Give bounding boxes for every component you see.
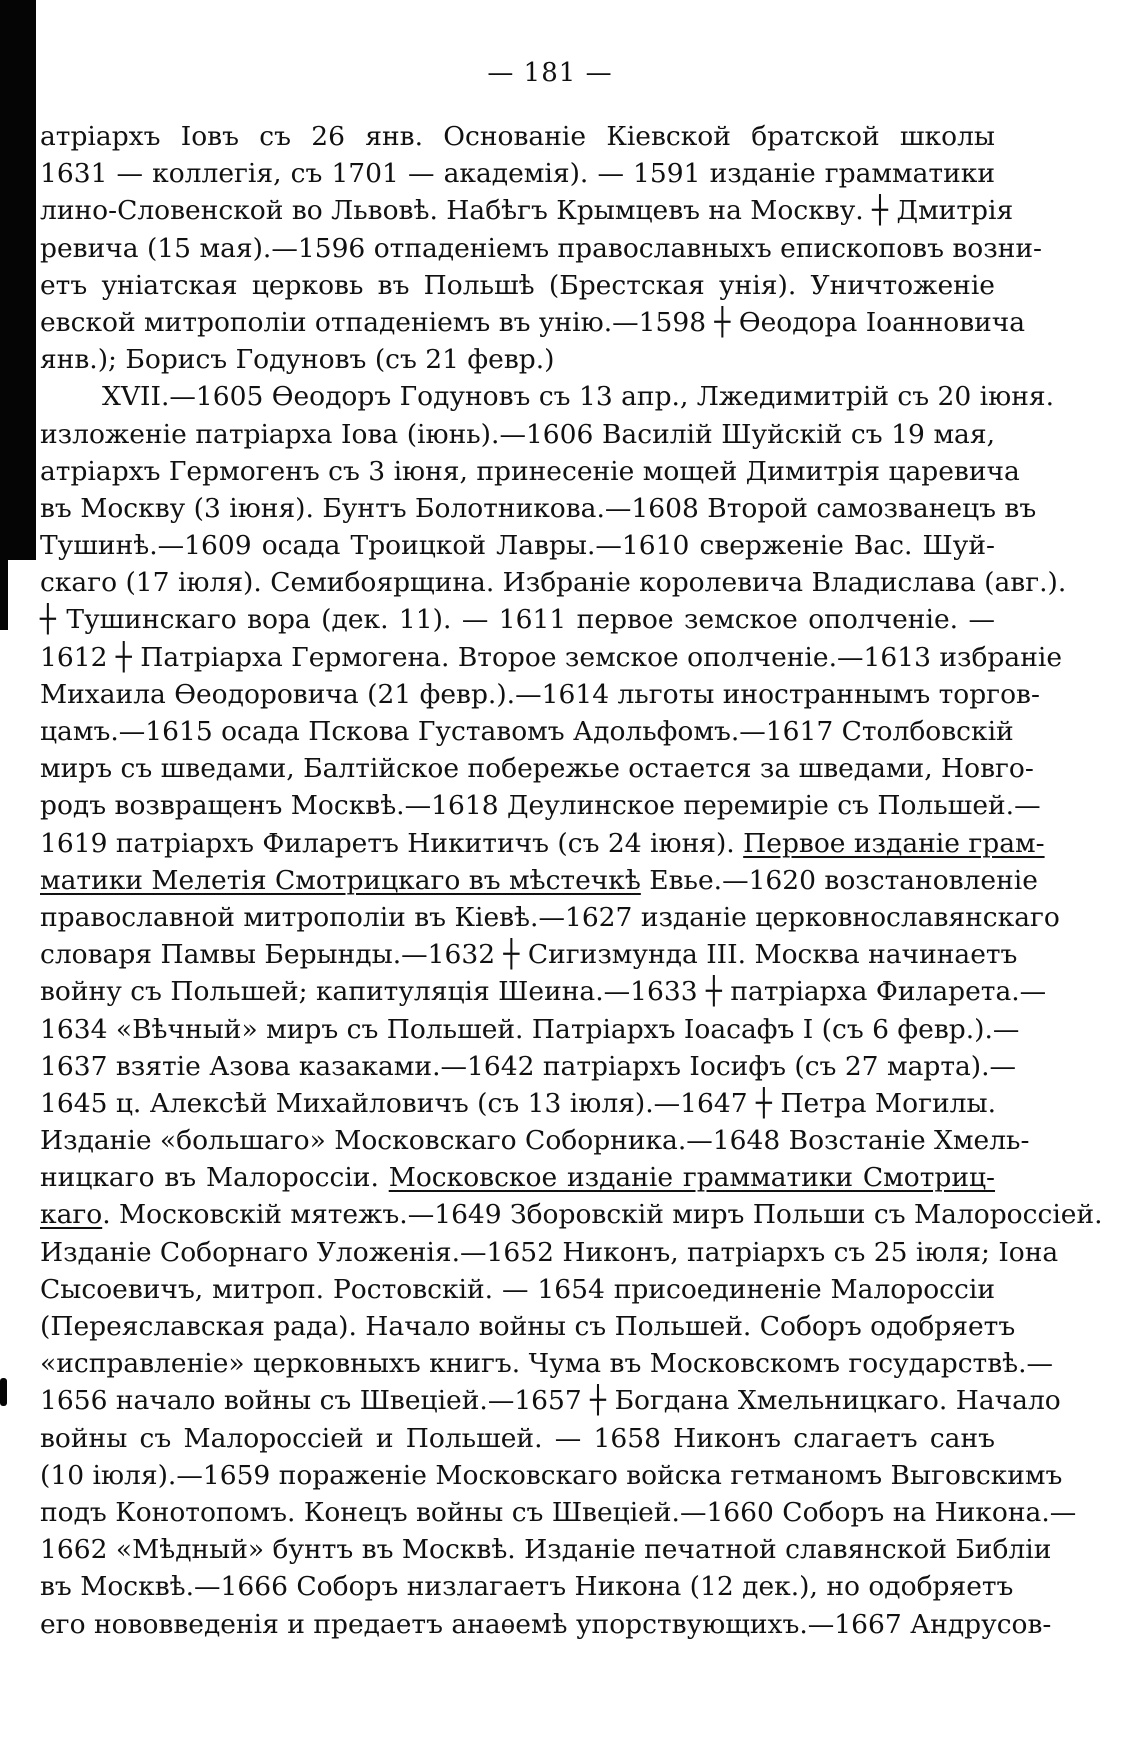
text-line-39: 1662 «Мѣдный» бунтъ въ Москвѣ. Изданіе печатной славянской Библіи <box>40 1534 1052 1566</box>
text-line-14: ┼ Тушинскаго вора (дек. 11). — 1611 первое земское ополченіе. — <box>40 604 995 636</box>
text-line-29: ницкаго въ Малороссіи. Московское изданіе грамматики Смотриц- <box>40 1162 996 1194</box>
text-line-2: 1631 — коллегія, съ 1701 — академія). — 1591 изданіе грамматики <box>40 158 995 190</box>
text-line-17: цамъ.—1615 осада Пскова Густавомъ Адольфомъ.—1617 Столбовскій <box>40 716 1014 747</box>
text-line-18: миръ съ шведами, Балтійское побережье остается за шведами, Новго- <box>40 753 1034 785</box>
underlined-passage: Московское изданіе грамматики Смотриц- <box>388 1162 996 1194</box>
text-line-34: «исправленіе» церковныхъ книгъ. Чума въ Московскомъ государствѣ.— <box>40 1348 1054 1380</box>
text-line-37: (10 іюля).—1659 пораженіе Московскаго войска гетманомъ Выговскимъ <box>40 1459 1063 1491</box>
text-line-23: словаря Памвы Берынды.—1632 ┼ Сигизмунда III. Москва начинаетъ <box>40 939 1018 971</box>
text-line-32: Сысоевичъ, митроп. Ростовскій. — 1654 присоединеніе Малороссіи <box>40 1273 995 1305</box>
text-line-33: (Переяславская рада). Начало войны съ Польшей. Соборъ одобряетъ <box>40 1311 1016 1342</box>
binding-shadow-tail <box>0 560 8 630</box>
text-line-6: евской митрополіи отпаденіемъ въ унію.—1598 ┼ Ѳеодора Іоанновича <box>40 306 1026 338</box>
text-line-38: подъ Конотопомъ. Конецъ войны съ Швеціей.—1660 Соборъ на Никона.— <box>40 1496 1077 1528</box>
text-line-22: православной митрополіи въ Кіевѣ.—1627 изданіе церковнославянскаго <box>40 901 1060 933</box>
text-line-20: 1619 патріархъ Филаретъ Никитичъ (съ 24 іюня). Первое изданіе грам- <box>40 827 1045 859</box>
text-line-3: лино-Словенской во Львовѣ. Набѣгъ Крымцевъ на Москву. ┼ Дмитрія <box>40 195 1014 227</box>
text-line-35: 1656 начало войны съ Швеціей.—1657 ┼ Богдана Хмельницкаго. Начало <box>40 1385 1061 1417</box>
text-line-28: Изданіе «большаго» Московскаго Соборника.—1648 Возстаніе Хмель- <box>40 1125 1030 1157</box>
text-line-9: изложеніе патріарха Іова (іюнь).—1606 Василій Шуйскій съ 19 мая, <box>40 418 995 450</box>
page-number: — 181 — <box>487 58 613 88</box>
text-line-16: Михаила Ѳеодоровича (21 февр.).—1614 льготы иностраннымъ торгов- <box>40 678 1040 710</box>
text-line-1: атріархъ Іовъ съ 26 янв. Основаніе Кіевской братской школы <box>40 121 995 152</box>
text-line-40: въ Москвѣ.—1666 Соборъ низлагаетъ Никона (12 дек.), но одобряетъ <box>40 1571 1014 1603</box>
text-line-25: 1634 «Вѣчный» миръ съ Польшей. Патріархъ Іоасафъ I (съ 6 февр.).— <box>40 1013 1020 1045</box>
text-line-41: его нововведенія и предаетъ анаѳемѣ упорствующихъ.—1667 Андрусов- <box>40 1608 1052 1640</box>
binding-spot <box>0 1378 7 1406</box>
text-line-26: 1637 взятіе Азова казаками.—1642 патріархъ Іосифъ (съ 27 марта).— <box>40 1050 1017 1082</box>
text-line-36: войны съ Малороссіей и Польшей. — 1658 Никонъ слагаетъ санъ <box>40 1422 995 1454</box>
underlined-passage: каго <box>40 1199 103 1231</box>
text-line-31: Изданіе Соборнаго Уложенія.—1652 Никонъ, патріархъ съ 25 іюля; Іона <box>40 1236 1059 1268</box>
text-line-8: XVII.—1605 Ѳеодоръ Годуновъ съ 13 апр., Лжедимитрій съ 20 іюня. <box>102 381 1055 413</box>
text-line-24: войну съ Польшей; капитуляція Шеина.—1633 ┼ патріарха Филарета.— <box>40 976 1047 1008</box>
text-line-7: янв.); Борисъ Годуновъ (съ 21 февр.) <box>40 344 555 376</box>
text-line-19: родъ возвращенъ Москвѣ.—1618 Деулинское перемиріе съ Польшей.— <box>40 790 1041 822</box>
text-line-5: етъ уніатская церковь въ Польшѣ (Брестская унія). Уничтоженіе <box>40 269 995 301</box>
underlined-passage: Первое изданіе грам- <box>743 827 1045 859</box>
text-line-27: 1645 ц. Алексѣй Михайловичъ (съ 13 іюля).—1647 ┼ Петра Могилы. <box>40 1087 997 1119</box>
text-line-15: 1612 ┼ Патріарха Гермогена. Второе земское ополченіе.—1613 избраніе <box>40 641 1063 673</box>
chronology-text <box>40 118 1103 1643</box>
text-line-12: Тушинѣ.—1609 осада Троицкой Лавры.—1610 сверженіе Вас. Шуй- <box>40 530 995 562</box>
text-line-30: каго. Московскій мятежъ.—1649 Зборовскій миръ Польши съ Малороссіей. <box>40 1199 1103 1231</box>
text-line-21: матики Мелетія Смотрицкаго въ мѣстечкѣ Евье.—1620 возстановленіе <box>40 864 1038 896</box>
underlined-passage: матики Мелетія Смотрицкаго въ мѣстечкѣ <box>40 864 641 896</box>
text-line-13: скаго (17 іюля). Семибоярщина. Избраніе королевича Владислава (авг.). <box>40 567 1067 599</box>
text-line-10: атріархъ Гермогенъ съ 3 іюня, принесеніе мощей Димитрія царевича <box>40 455 1020 487</box>
text-line-4: ревича (15 мая).—1596 отпаденіемъ православныхъ епископовъ возни- <box>40 232 1042 264</box>
text-line-11: въ Москву (3 іюня). Бунтъ Болотникова.—1608 Второй самозванецъ въ <box>40 492 1037 524</box>
